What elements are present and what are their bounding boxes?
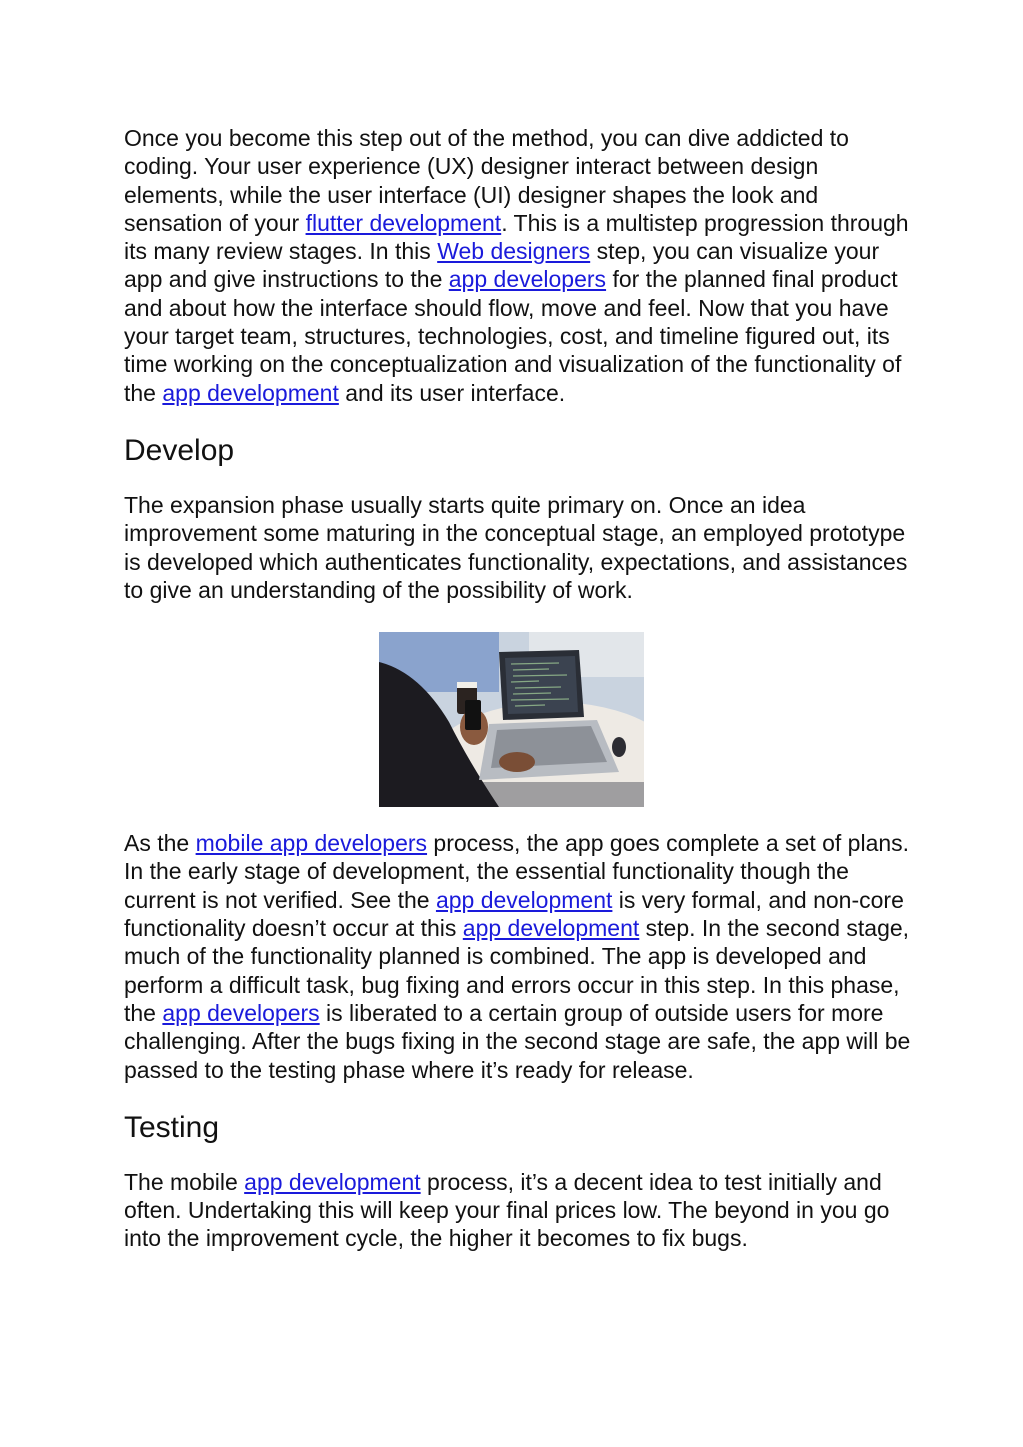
laptop-photo (379, 632, 644, 807)
link-web-designers[interactable]: Web designers (437, 238, 591, 265)
text-run: process, it’s a decent idea to test initially and often. Undertaking this will keep your final prices low. The beyond in you go into the improvement cycle, the higher it becomes to fix bugs. (124, 1168, 890, 1252)
intro-paragraph (124, 124, 914, 407)
develop-paragraph: The expansion phase usually starts quite primary on. Once an idea improvement some maturing in the conceptual stage, an employed prototype is developed which authenticates functionality, expectations, and assistances to give an understanding of the possibility of work. (124, 491, 908, 603)
text-run: is very formal, and non-core functionality doesn’t occur at this (124, 886, 904, 942)
text-run: process, the app goes complete a set of plans. In the early stage of development, the essential functionality though the current is not verified. See the (124, 830, 910, 913)
link-mobile-app-developers[interactable]: mobile app developers (195, 830, 428, 857)
link-app-developers[interactable]: app developers (448, 266, 607, 293)
link-flutter-development[interactable]: flutter development (305, 209, 502, 236)
text-run: The mobile (124, 1168, 245, 1195)
text-run: step. In the second stage, much of the functionality planned is combined. The app is developed and perform a difficult task, bug fixing and errors occur in this step. In this phase, the (124, 915, 910, 1026)
text-run: . This is a multistep progression through its many review stages. In this (124, 209, 909, 265)
testing-paragraph (124, 1168, 914, 1253)
text-run: for the planned final product and about how the interface should flow, move and feel. Now that you have your target team, structures, technologies, cost, and timeline figured out, its time working on the conceptualization and visualization of the functionality of the (124, 266, 902, 406)
process-paragraph (124, 829, 914, 1084)
testing-heading: Testing (124, 1110, 220, 1144)
figure (124, 632, 914, 807)
laptop-photo-illustration (379, 632, 644, 807)
develop-heading: Develop (124, 433, 235, 467)
text-run: and its user interface. (338, 379, 566, 406)
link-app-development[interactable]: app development (462, 915, 640, 942)
link-app-development[interactable]: app development (435, 886, 613, 913)
text-run: is liberated to a certain group of outside users for more challenging. After the bugs fixing in the second stage are safe, the app will be passed to the testing phase where it’s ready for release. (124, 999, 911, 1083)
link-app-development[interactable]: app development (244, 1168, 421, 1195)
text-run: Once you become this step out of the method, you can dive addicted to coding. Your user experience (UX) designer interact between design elements, while the user interface (UI) designer shapes the look and sensation of your (124, 125, 849, 236)
link-app-development[interactable]: app development (162, 379, 339, 406)
text-run: step, you can visualize your app and give instructions to the (124, 238, 880, 293)
document-page (124, 124, 914, 1253)
text-run: As the (124, 830, 196, 857)
link-app-developers[interactable]: app developers (162, 999, 320, 1026)
